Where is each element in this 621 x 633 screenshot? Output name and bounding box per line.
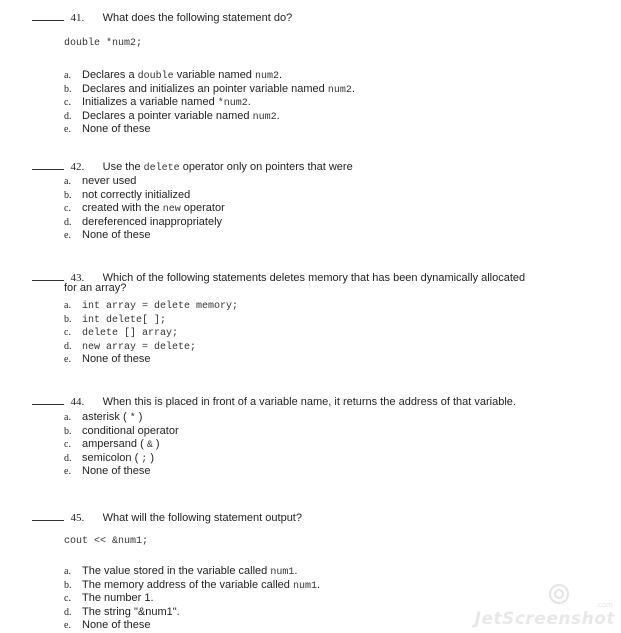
option-code: num2 — [327, 84, 352, 96]
option-text: Declares a — [82, 69, 138, 81]
option-code: new array = delete; — [82, 341, 197, 353]
option-letter: d. — [64, 340, 72, 352]
question-text-post: operator only on pointers that were — [179, 161, 353, 173]
answer-option-e — [64, 349, 151, 367]
option-letter: b. — [64, 83, 72, 95]
option-text: ampersand ( — [82, 438, 147, 450]
answer-blank — [32, 268, 64, 281]
option-letter: c. — [64, 593, 71, 604]
option-text: None of these — [82, 229, 151, 241]
camera-logo-icon — [545, 583, 573, 605]
option-text: The string "&num1". — [82, 605, 180, 618]
answer-option-e — [64, 225, 151, 243]
option-text: asterisk ( — [82, 411, 130, 423]
answer-option-e — [64, 461, 151, 479]
option-text: None of these — [82, 619, 151, 631]
watermark-text: JetScreenshot — [474, 609, 615, 629]
option-code: double — [137, 71, 174, 82]
option-letter: c. — [64, 97, 71, 108]
option-text: ) — [152, 438, 160, 450]
option-letter: d. — [64, 110, 72, 122]
question-text: What does the following statement do? — [102, 12, 293, 24]
option-letter: d. — [64, 452, 72, 464]
option-text: The memory address of the variable called — [82, 578, 293, 591]
option-text: . — [294, 565, 298, 577]
option-code: & — [146, 440, 153, 451]
option-code: int delete[ ]; — [82, 314, 167, 326]
question-45-header — [32, 508, 302, 526]
option-text: dereferenced inappropriately — [82, 215, 223, 228]
option-text: . — [276, 109, 280, 122]
option-letter: e. — [64, 466, 71, 477]
question-number: 43. — [70, 272, 85, 284]
option-text: semicolon ( — [82, 451, 142, 464]
watermark-domain: .com — [595, 601, 613, 609]
option-letter: d. — [64, 606, 72, 618]
question-text: Which of the following statements deletes memory that has been dynamically allocated — [102, 272, 526, 284]
option-letter: e. — [64, 124, 71, 135]
question-text-pre: Use the — [102, 161, 144, 173]
answer-option-e — [64, 119, 151, 137]
option-text: None of these — [82, 353, 151, 365]
option-code: num2 — [252, 111, 277, 123]
option-letter: a. — [64, 70, 71, 81]
option-text: . — [316, 578, 321, 591]
option-text: Declares and initializes an pointer variable named — [82, 82, 328, 95]
answer-blank — [32, 8, 64, 21]
question-number: 44. — [70, 396, 85, 408]
option-code: ; — [141, 453, 148, 465]
option-letter: e. — [64, 354, 71, 365]
option-code: * — [129, 413, 136, 424]
option-text: The number 1. — [82, 592, 154, 604]
option-text: operator — [180, 202, 225, 214]
question-number: 42. — [70, 161, 85, 173]
option-text: Declares a pointer variable named — [82, 109, 253, 122]
answer-option-e — [64, 615, 151, 633]
option-letter: c. — [64, 327, 71, 338]
option-text: conditional operator — [82, 424, 179, 437]
option-text: not correctly initialized — [82, 188, 191, 201]
option-letter: a. — [64, 566, 71, 577]
option-letter: b. — [64, 579, 72, 591]
question-keyword: delete — [143, 163, 180, 174]
answer-blank — [32, 392, 64, 405]
option-letter: b. — [64, 313, 72, 325]
option-letter: e. — [64, 230, 71, 241]
option-text: . — [279, 69, 283, 81]
code-snippet: cout << &num1; — [64, 536, 149, 547]
option-text: variable named — [173, 69, 255, 81]
option-text: The value stored in the variable called — [82, 565, 271, 577]
option-text: . — [351, 82, 355, 95]
answer-blank — [32, 508, 64, 521]
option-text: None of these — [82, 123, 151, 135]
answer-blank — [32, 157, 64, 170]
question-text-continued: for an array? — [64, 282, 127, 294]
option-code: num1 — [270, 567, 295, 578]
option-code: int array = delete memory; — [82, 301, 239, 312]
option-text: created with the — [82, 202, 163, 214]
option-text: Initializes a variable named — [82, 96, 218, 108]
option-letter: a. — [64, 176, 71, 187]
option-text: never used — [82, 175, 137, 187]
option-code: *num2 — [217, 98, 248, 109]
question-41-header — [32, 8, 292, 26]
question-number: 41. — [70, 12, 85, 24]
option-letter: c. — [64, 439, 71, 450]
option-letter: c. — [64, 203, 71, 214]
option-letter: e. — [64, 620, 71, 631]
option-code: num2 — [254, 71, 279, 82]
option-letter: a. — [64, 300, 71, 311]
option-text: None of these — [82, 465, 151, 477]
option-letter: b. — [64, 189, 72, 201]
option-text: . — [247, 96, 251, 108]
question-text: What will the following statement output? — [102, 512, 302, 524]
question-number: 45. — [70, 512, 85, 524]
code-snippet: double *num2; — [64, 38, 143, 49]
question-text: When this is placed in front of a variable name, it returns the address of that variable. — [102, 396, 516, 408]
option-code: delete [] array; — [82, 328, 179, 339]
option-letter: b. — [64, 425, 72, 437]
option-text: ) — [147, 451, 155, 464]
option-text: ) — [135, 411, 143, 423]
option-letter: a. — [64, 412, 71, 423]
option-code: num1 — [292, 580, 317, 592]
option-letter: d. — [64, 216, 72, 228]
option-code: new — [162, 204, 181, 215]
